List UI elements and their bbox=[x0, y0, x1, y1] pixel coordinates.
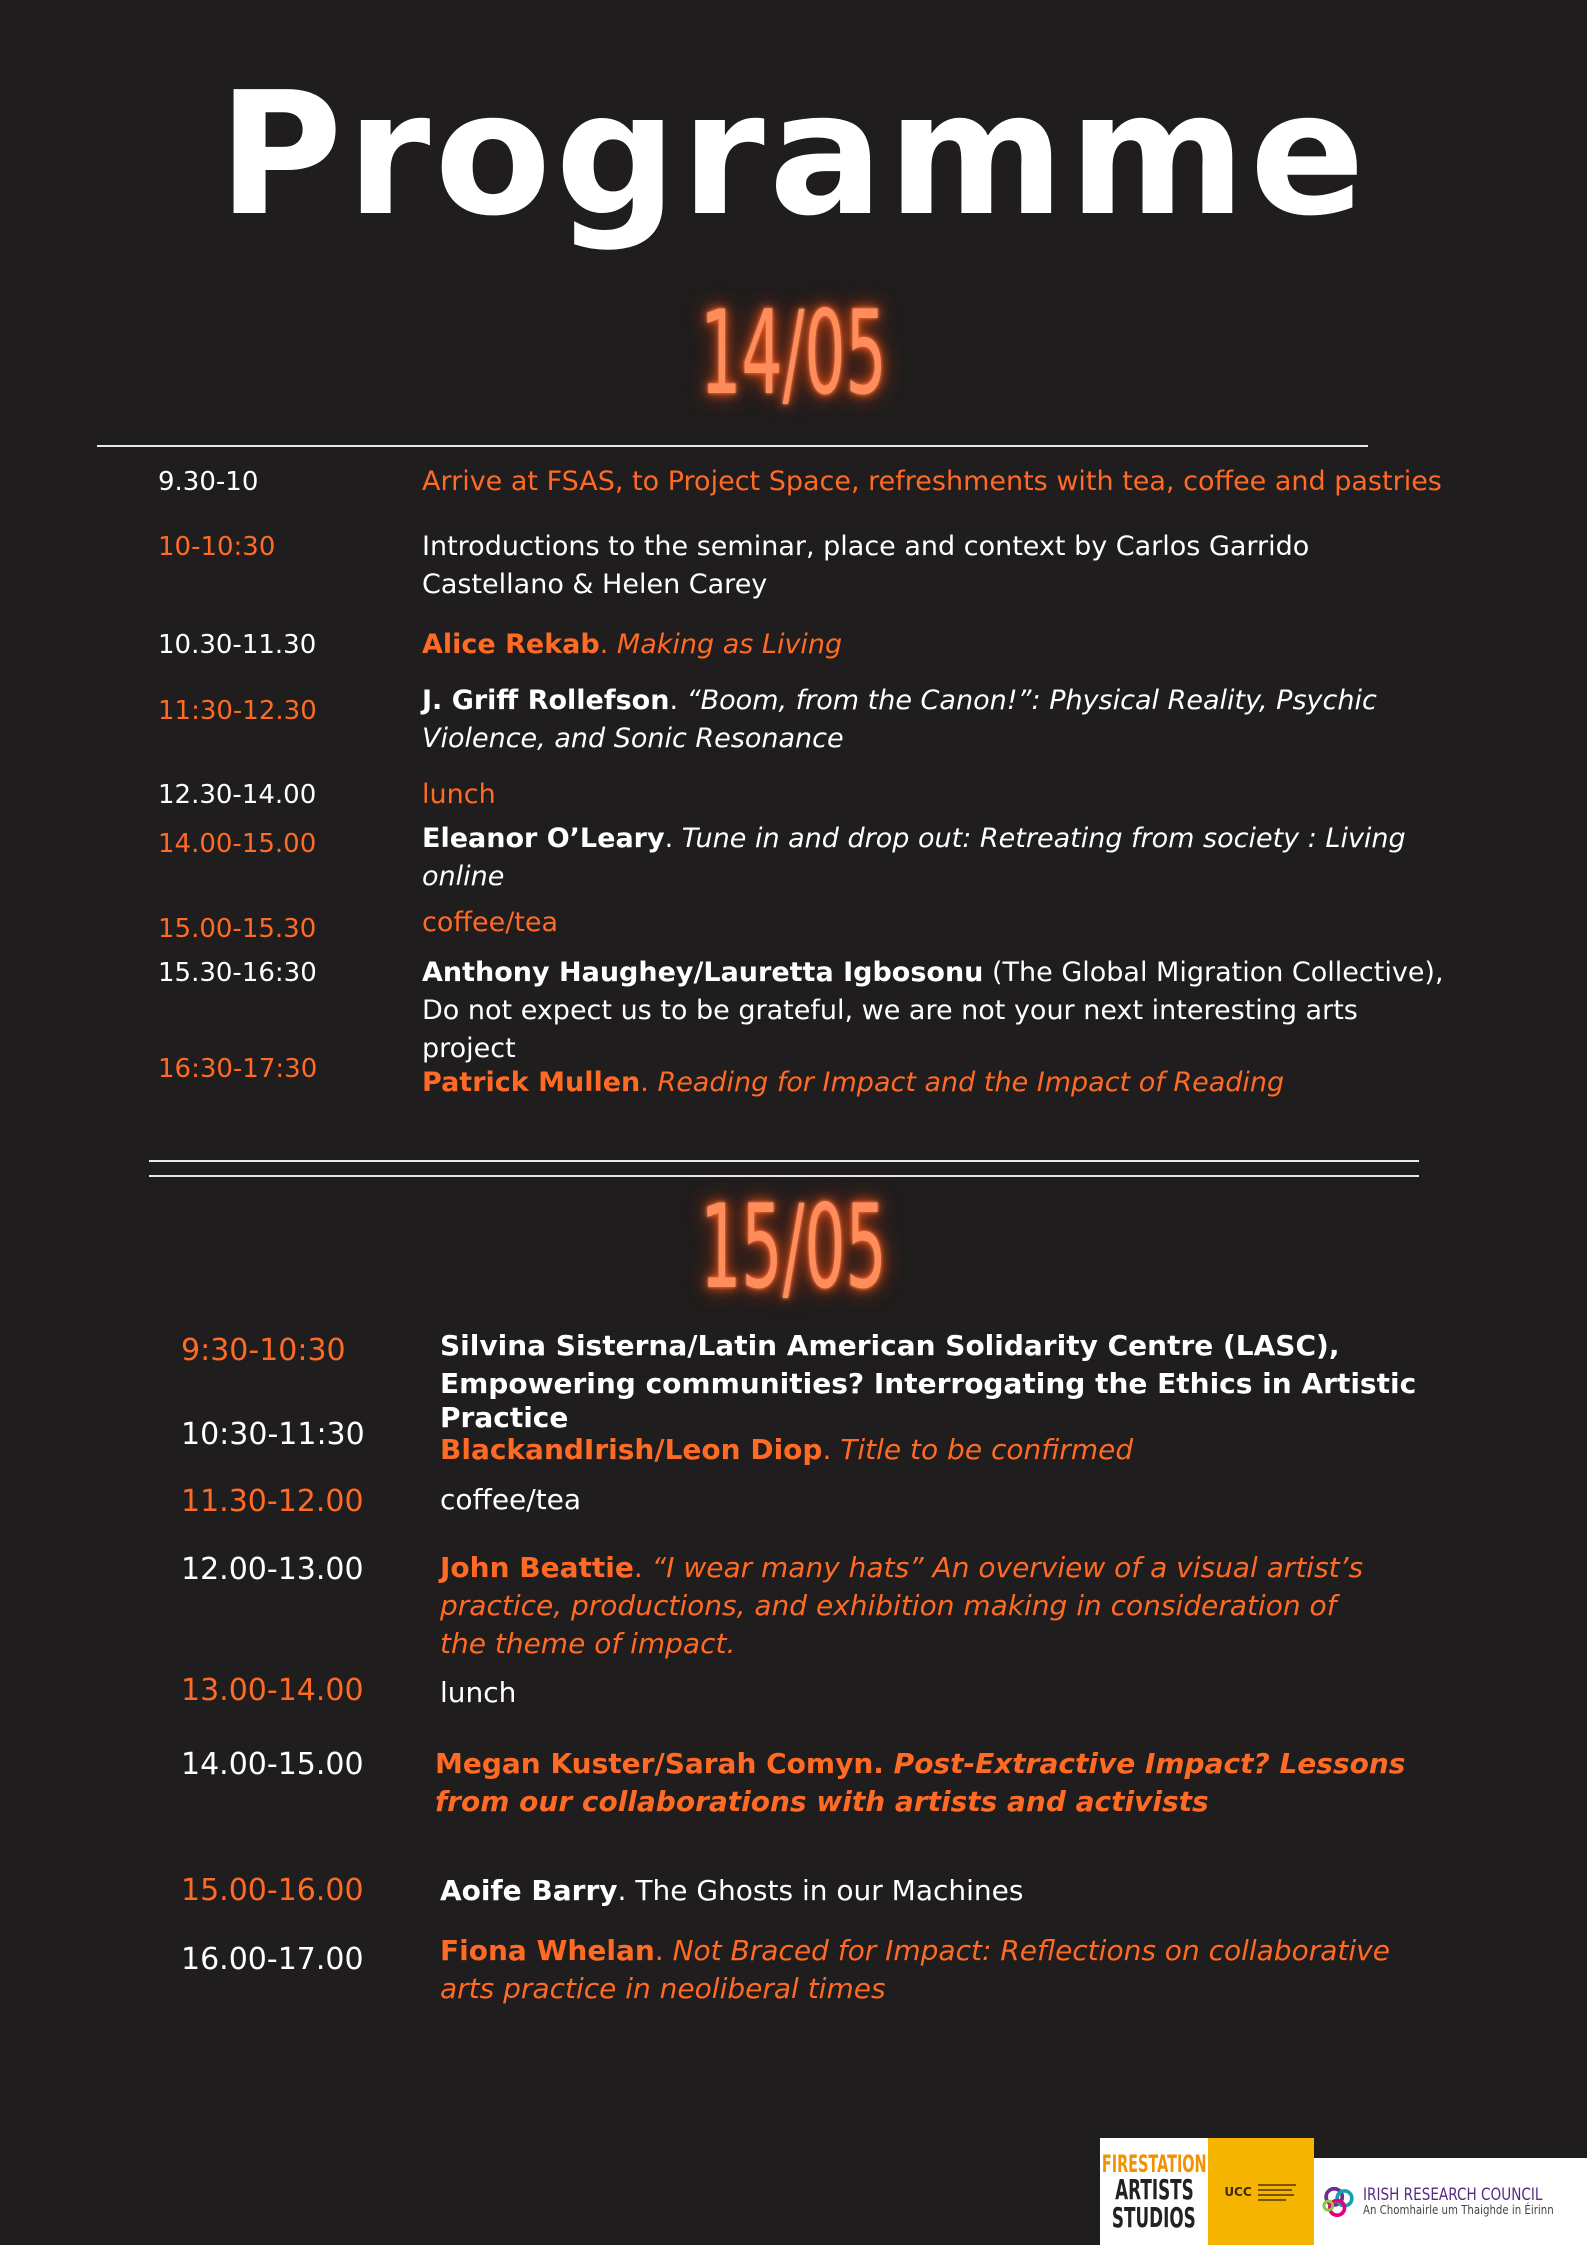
time: 12.00-13.00 bbox=[181, 1552, 364, 1587]
firestation-logo: FIRESTATION ARTISTS STUDIOS bbox=[1100, 2138, 1208, 2245]
session-text: BlackandIrish/Leon Diop. Title to be confirmed bbox=[440, 1433, 1134, 1466]
time: 13.00-14.00 bbox=[181, 1673, 364, 1708]
divider-top bbox=[149, 1160, 1419, 1162]
session-text: Introductions to the seminar, place and context by Carlos Garrido Castellano & Helen Carey bbox=[422, 531, 1310, 600]
speaker-name: Alice Rekab bbox=[422, 629, 600, 660]
speaker-name: Eleanor O’Leary bbox=[422, 823, 665, 854]
speaker-name: John Beattie bbox=[440, 1551, 634, 1584]
talk-title: Title to be confirmed bbox=[840, 1433, 1134, 1466]
talk-title: Making as Living bbox=[616, 629, 843, 660]
day1-date: 14/05 bbox=[700, 286, 887, 421]
session-text: Megan Kuster/Sarah Comyn. Post-Extractive Impact? Lessons from our collaborations with artists and activists bbox=[435, 1747, 1406, 1818]
session-text: Arrive at FSAS, to Project Space, refreshments with tea, coffee and pastries bbox=[422, 466, 1442, 497]
time: 15.00-16.00 bbox=[181, 1873, 364, 1908]
session-text: Patrick Mullen. Reading for Impact and the Impact of Reading bbox=[422, 1067, 1285, 1098]
talk-title: Reading for Impact and the Impact of Reading bbox=[657, 1067, 1285, 1098]
session-text: Aoife Barry. The Ghosts in our Machines bbox=[440, 1874, 1024, 1907]
day2-date: 15/05 bbox=[700, 1180, 887, 1315]
session-text: J. Griff Rollefson. “Boom, from the Canon!”: Physical Reality, Psychic Violence, and Sonic Resonance bbox=[422, 685, 1377, 754]
divider-day1 bbox=[97, 445, 1368, 447]
time: 9.30-10 bbox=[158, 467, 259, 497]
time: 15.30-16:30 bbox=[158, 958, 317, 988]
speaker-name: Megan Kuster/Sarah Comyn bbox=[435, 1747, 874, 1780]
time: 14.00-15.00 bbox=[158, 829, 317, 859]
session-text: Fiona Whelan. Not Braced for Impact: Reflections on collaborative arts practice in neoliberal times bbox=[440, 1934, 1390, 2005]
time: 11:30-12.30 bbox=[158, 696, 317, 726]
session-text: coffee/tea bbox=[440, 1483, 582, 1516]
session-text: Anthony Haughey/Lauretta Igbosonu (The Global Migration Collective), Do not expect us to be grateful, we are not your next interesting arts project bbox=[422, 957, 1444, 1064]
time: 16.00-17.00 bbox=[181, 1942, 364, 1977]
page-title: Programme bbox=[217, 56, 1370, 254]
ucc-logo: UCC bbox=[1208, 2138, 1314, 2245]
session-text: lunch bbox=[440, 1676, 517, 1709]
session-text: Silvina Sisterna/Latin American Solidarity Centre (LASC), Empowering communities? Interrogating the Ethics in Artistic Practice bbox=[440, 1329, 1417, 1434]
time: 10-10:30 bbox=[158, 532, 276, 562]
session-text: Alice Rekab. Making as Living bbox=[422, 629, 843, 660]
speaker-name: Aoife Barry bbox=[440, 1874, 618, 1907]
session-text: Eleanor O’Leary. Tune in and drop out: Retreating from society : Living online bbox=[422, 823, 1406, 892]
speaker-name: J. Griff Rollefson bbox=[422, 685, 670, 716]
time: 15.00-15.30 bbox=[158, 914, 317, 944]
divider-bottom bbox=[149, 1175, 1419, 1177]
talk-title: The Ghosts in our Machines bbox=[635, 1874, 1024, 1907]
ucc-text-lines-icon bbox=[1258, 2182, 1298, 2202]
speaker-name: Fiona Whelan bbox=[440, 1934, 655, 1967]
time: 10:30-11:30 bbox=[181, 1417, 365, 1452]
session-text: lunch bbox=[422, 779, 496, 810]
irc-knot-icon bbox=[1318, 2173, 1361, 2231]
session-text: John Beattie. “I wear many hats” An overview of a visual artist’s practice, productions, and exhibition making in consideration of the theme of impact. bbox=[440, 1551, 1364, 1660]
speaker-name: Anthony Haughey/Lauretta Igbosonu bbox=[422, 957, 984, 988]
time: 10.30-11.30 bbox=[158, 630, 317, 660]
time: 9:30-10:30 bbox=[181, 1333, 346, 1368]
speaker-name: Patrick Mullen bbox=[422, 1067, 641, 1098]
time: 16:30-17:30 bbox=[158, 1054, 318, 1084]
time: 14.00-15.00 bbox=[181, 1747, 364, 1782]
session-text: coffee/tea bbox=[422, 907, 559, 938]
time: 11.30-12.00 bbox=[181, 1484, 364, 1519]
speaker-name: BlackandIrish/Leon Diop bbox=[440, 1433, 823, 1466]
irish-research-council-logo: IRISH RESEARCH COUNCIL An Chomhairle um Thaighde in Éirinn bbox=[1314, 2158, 1587, 2245]
time: 12.30-14.00 bbox=[158, 780, 317, 810]
